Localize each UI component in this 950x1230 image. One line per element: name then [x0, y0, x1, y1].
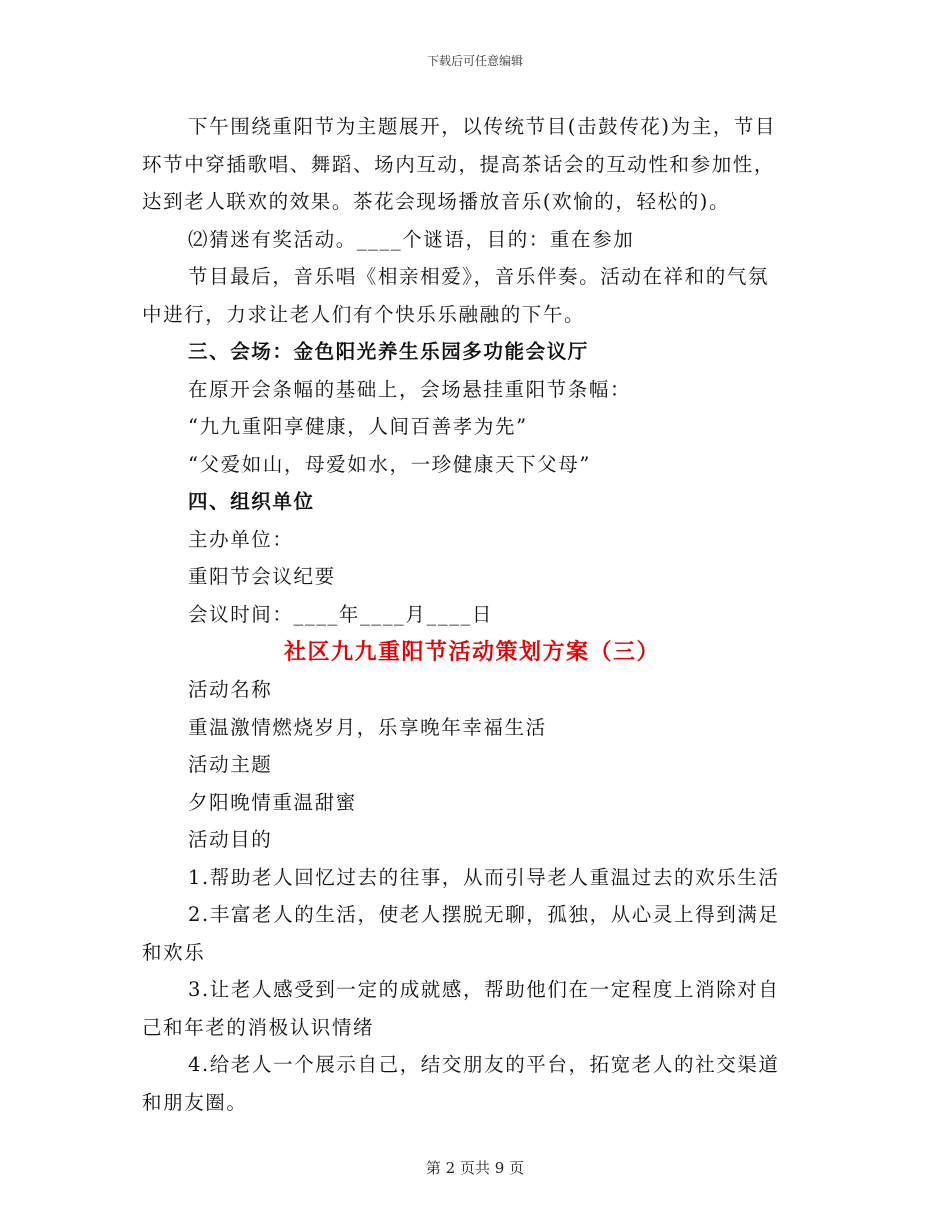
label-activity-name: 活动名称 [188, 678, 273, 701]
label-activity-theme: 活动主题 [188, 753, 273, 776]
text-line: 己和年老的消极认识情绪 [142, 1015, 375, 1039]
paragraph-minutes: 重阳节会议纪要 [188, 565, 336, 588]
paragraph-afternoon-program [142, 108, 802, 221]
text-line: 和欢乐 [142, 940, 206, 964]
text-line: 4.给老人一个展示自己，结交朋友的平台，拓宽老人的社交渠道 [188, 1053, 780, 1076]
page-header: 下载后可任意编辑 [426, 54, 523, 68]
purpose-item-2 [142, 896, 802, 971]
value-activity-name: 重温激情燃烧岁月，乐享晚年幸福生活 [188, 715, 547, 739]
page-footer: 第 2 页共 9 页 [425, 1159, 525, 1177]
text-line: 2.丰富老人的生活，使老人摆脱无聊，孤独，从心灵上得到满足 [188, 903, 780, 926]
paragraph-riddle-activity: ⑵猜迷有奖活动。____个谜语，目的：重在参加 [188, 227, 635, 251]
text-line: 中进行，力求让老人们有个快乐乐融融的下午。 [142, 302, 586, 326]
purpose-item-1: 1.帮助老人回忆过去的往事，从而引导老人重温过去的欢乐生活 [188, 865, 780, 889]
text-line: 和朋友圈。 [142, 1090, 248, 1114]
purpose-item-3 [142, 971, 802, 1046]
text-line: 环节中穿插歌唱、舞蹈、场内互动，提高茶话会的互动性和参加性， [142, 152, 776, 176]
paragraph-banner: 在原开会条幅的基础上，会场悬挂重阳节条幅： [188, 377, 632, 401]
document-body [142, 108, 802, 1121]
text-line: 下午围绕重阳节为主题展开，以传统节目(击鼓传花)为主，节目 [188, 115, 777, 138]
purpose-item-4 [142, 1046, 802, 1121]
label-activity-purpose: 活动目的 [188, 828, 273, 851]
value-activity-theme: 夕阳晚情重温甜蜜 [188, 790, 357, 814]
heading-organizer: 四、组织单位 [188, 490, 315, 513]
text-line: 3.让老人感受到一定的成就感，帮助他们在一定程度上消除对自 [188, 978, 780, 1001]
quote-banner-1: “九九重阳享健康，人间百善孝为先” [188, 415, 528, 438]
heading-venue: 三、会场：金色阳光养生乐园多功能会议厅 [188, 340, 589, 363]
paragraph-host: 主办单位： [188, 527, 294, 551]
paragraph-program-ending [142, 258, 802, 333]
text-line: 节目最后，音乐唱《相亲相爱》，音乐伴奏。活动在祥和的气氛 [188, 265, 770, 288]
quote-banner-2: “父爱如山，母爱如水，一珍健康天下父母” [188, 452, 591, 476]
section-title: 社区九九重阳节活动策划方案（三） [283, 639, 660, 665]
paragraph-meeting-time: 会议时间：____年____月____日 [188, 602, 493, 626]
text-line: 达到老人联欢的效果。茶花会现场播放音乐(欢愉的，轻松的)。 [142, 190, 731, 213]
